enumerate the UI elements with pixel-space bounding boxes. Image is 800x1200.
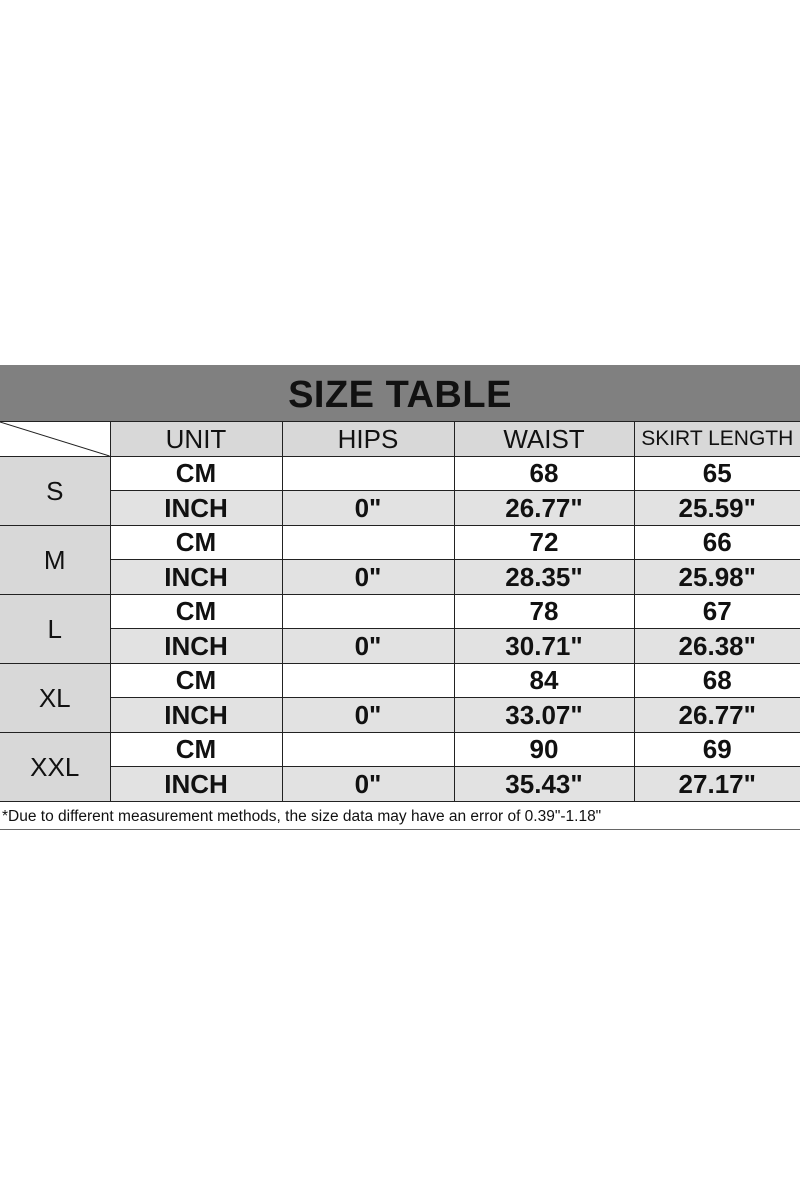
header-unit: UNIT <box>110 422 282 457</box>
inch-skirt-length-cell: 26.77" <box>634 698 800 733</box>
size-chart <box>0 365 800 830</box>
inch-waist-cell: 28.35" <box>454 560 634 595</box>
table-row <box>0 698 800 733</box>
inch-unit-cell: INCH <box>110 629 282 664</box>
cm-unit-cell: CM <box>110 526 282 560</box>
cm-skirt-length-cell: 65 <box>634 457 800 491</box>
cm-unit-cell: CM <box>110 664 282 698</box>
inch-waist-cell: 26.77" <box>454 491 634 526</box>
inch-waist-cell: 30.71" <box>454 629 634 664</box>
header-skirt-length: SKIRT LENGTH <box>634 422 800 457</box>
cm-hips-cell <box>282 733 454 767</box>
inch-waist-cell: 33.07" <box>454 698 634 733</box>
cm-waist-cell: 90 <box>454 733 634 767</box>
inch-hips-cell: 0" <box>282 698 454 733</box>
size-table-title: SIZE TABLE <box>0 365 800 421</box>
cm-hips-cell <box>282 457 454 491</box>
size-label: L <box>0 595 110 664</box>
cm-unit-cell: CM <box>110 733 282 767</box>
inch-hips-cell: 0" <box>282 491 454 526</box>
table-row <box>0 560 800 595</box>
inch-unit-cell: INCH <box>110 560 282 595</box>
inch-unit-cell: INCH <box>110 491 282 526</box>
table-body <box>0 457 800 802</box>
diagonal-divider-icon <box>0 422 110 456</box>
size-label: M <box>0 526 110 595</box>
table-row <box>0 664 800 698</box>
table-row <box>0 526 800 560</box>
cm-hips-cell <box>282 664 454 698</box>
table-row <box>0 457 800 491</box>
cm-waist-cell: 84 <box>454 664 634 698</box>
inch-unit-cell: INCH <box>110 767 282 802</box>
cm-waist-cell: 68 <box>454 457 634 491</box>
cm-waist-cell: 72 <box>454 526 634 560</box>
header-hips: HIPS <box>282 422 454 457</box>
size-label: S <box>0 457 110 526</box>
table-row <box>0 595 800 629</box>
cm-hips-cell <box>282 526 454 560</box>
cm-skirt-length-cell: 67 <box>634 595 800 629</box>
size-label: XXL <box>0 733 110 802</box>
cm-skirt-length-cell: 69 <box>634 733 800 767</box>
header-row <box>0 422 800 457</box>
table-row <box>0 733 800 767</box>
cm-skirt-length-cell: 68 <box>634 664 800 698</box>
inch-hips-cell: 0" <box>282 560 454 595</box>
size-table <box>0 421 800 802</box>
cm-hips-cell <box>282 595 454 629</box>
inch-skirt-length-cell: 25.98" <box>634 560 800 595</box>
cm-waist-cell: 78 <box>454 595 634 629</box>
size-label: XL <box>0 664 110 733</box>
table-row <box>0 629 800 664</box>
inch-hips-cell: 0" <box>282 629 454 664</box>
cm-unit-cell: CM <box>110 457 282 491</box>
table-row <box>0 491 800 526</box>
cm-unit-cell: CM <box>110 595 282 629</box>
table-row <box>0 767 800 802</box>
inch-skirt-length-cell: 27.17" <box>634 767 800 802</box>
inch-unit-cell: INCH <box>110 698 282 733</box>
inch-skirt-length-cell: 26.38" <box>634 629 800 664</box>
inch-waist-cell: 35.43" <box>454 767 634 802</box>
measurement-note: *Due to different measurement methods, the size data may have an error of 0.39"-1.18" <box>0 802 800 830</box>
header-waist: WAIST <box>454 422 634 457</box>
inch-hips-cell: 0" <box>282 767 454 802</box>
corner-cell <box>0 422 110 457</box>
cm-skirt-length-cell: 66 <box>634 526 800 560</box>
inch-skirt-length-cell: 25.59" <box>634 491 800 526</box>
